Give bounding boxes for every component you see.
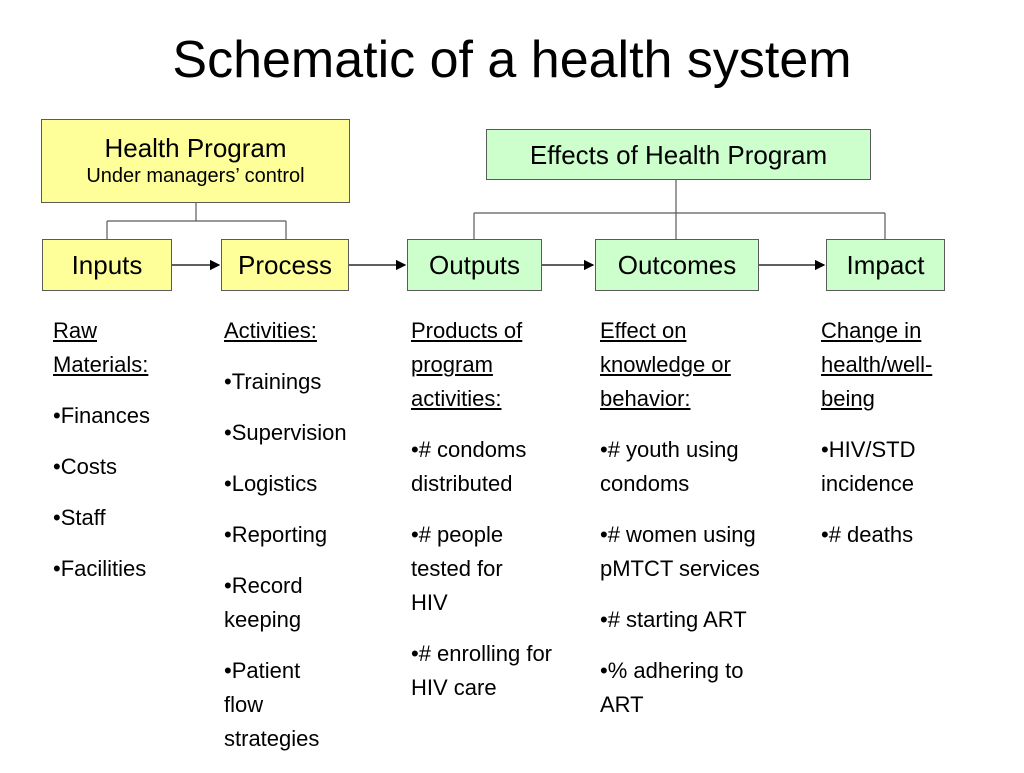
effects-bracket xyxy=(474,180,885,239)
list-item: •Facilities xyxy=(53,556,147,581)
effects-label: Effects of Health Program xyxy=(529,139,828,170)
inputs-list xyxy=(53,399,183,586)
list-item: •HIV/STD incidence xyxy=(821,437,916,496)
process-heading: Activities: xyxy=(224,318,317,343)
list-item: •Record keeping xyxy=(224,573,303,632)
health-program-box xyxy=(41,119,350,203)
effects-box xyxy=(486,129,871,180)
outputs-box: Outputs xyxy=(407,239,542,291)
outcomes-details xyxy=(600,314,795,739)
outcomes-list xyxy=(600,433,795,722)
impact-details xyxy=(821,314,971,569)
impact-list xyxy=(821,433,971,552)
inputs-box: Inputs xyxy=(42,239,172,291)
list-item: •# youth using condoms xyxy=(600,437,739,496)
list-item: •# starting ART xyxy=(600,607,747,632)
list-item: •# condoms distributed xyxy=(411,437,527,496)
list-item: •# deaths xyxy=(821,522,914,547)
inputs-details xyxy=(53,314,183,603)
list-item: •Supervision xyxy=(224,420,347,445)
outputs-details xyxy=(411,314,561,722)
list-item: •# people tested for HIV xyxy=(411,522,504,615)
health-program-sublabel: Under managers’ control xyxy=(86,165,305,187)
list-item: •# women using pMTCT services xyxy=(600,522,760,581)
impact-box: Impact xyxy=(826,239,945,291)
list-item: •Logistics xyxy=(224,471,318,496)
process-box: Process xyxy=(221,239,349,291)
list-item: •% adhering to ART xyxy=(600,658,744,717)
program-bracket xyxy=(107,203,286,239)
outcomes-box: Outcomes xyxy=(595,239,759,291)
impact-heading: Change in health/well-being xyxy=(821,318,933,411)
list-item: •# enrolling for HIV care xyxy=(411,641,553,700)
page-title: Schematic of a health system xyxy=(172,31,852,89)
inputs-heading: Raw Materials: xyxy=(53,318,149,377)
health-program-label: Health Program xyxy=(104,133,287,163)
list-item: •Staff xyxy=(53,505,106,530)
process-details xyxy=(224,314,379,773)
list-item: •Trainings xyxy=(224,369,322,394)
list-item: •Finances xyxy=(53,403,150,428)
outputs-list xyxy=(411,433,561,705)
process-list xyxy=(224,365,379,756)
outputs-heading: Products of program activities: xyxy=(411,318,523,411)
outcomes-heading: Effect on knowledge or behavior: xyxy=(600,318,731,411)
list-item: •Patient flow strategies xyxy=(224,658,320,751)
list-item: •Costs xyxy=(53,454,117,479)
list-item: •Reporting xyxy=(224,522,328,547)
